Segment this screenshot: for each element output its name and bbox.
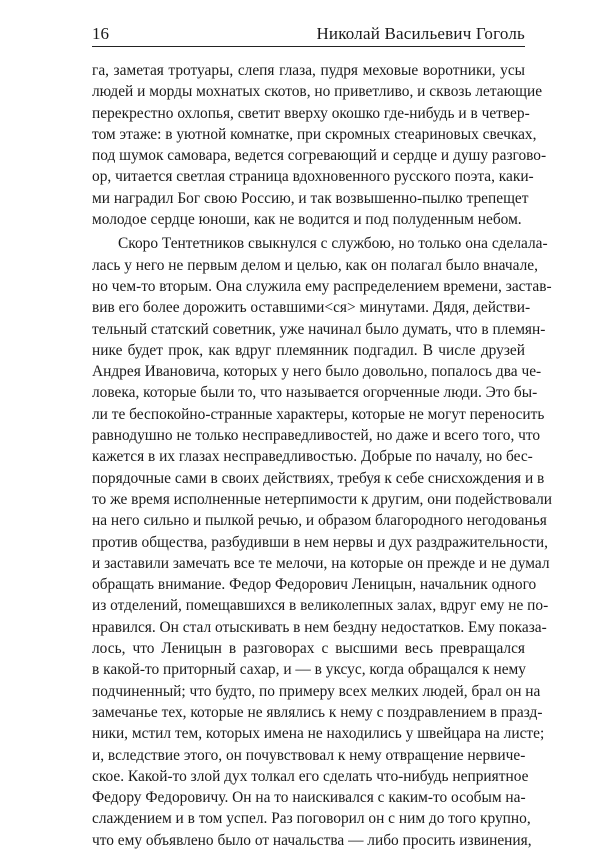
text-line: лась у него не первым делом и целью, как он полагал было вначале, xyxy=(92,256,538,274)
text-line: лось, что Леницын в разговорах с высшими весь превращался xyxy=(92,640,525,658)
text-line: и, вследствие этого, он почувствовал к нему отвращение нервиче- xyxy=(92,746,526,764)
text-line: ловека, которые были то, что называется огорченные люди. Это бы- xyxy=(92,384,538,402)
text-line: тельный статский советник, уже начинал было думать, что в племян- xyxy=(92,320,546,338)
text-line: ники, мстил тем, которых имена не находились у швейцара на листе; xyxy=(92,725,545,743)
running-header xyxy=(92,24,525,47)
text-line: вив его более дорожить оставшими<ся> минутами. Дядя, действи- xyxy=(92,299,531,317)
page-number: 16 xyxy=(92,24,109,43)
text-line: порядочные сами в своих действиях, требуя к себе снисхождения и в xyxy=(92,469,545,487)
text-line: и заставили замечать все те мелочи, на которые он прежде и не думал xyxy=(92,554,550,572)
text-line: ми наградил Бог свою Россию, и так возвышенно-пылко трепещет xyxy=(92,189,529,207)
text-line: в какой-то приторный сахар, и — в уксус, когда обращался к нему xyxy=(92,661,526,679)
text-line: кажется в их глазах несправедливостью. Добрые по началу, но бес- xyxy=(92,448,533,466)
text-line: из отделений, помещавшихся в великолепных залах, вдруг ему не по- xyxy=(92,597,549,615)
paragraph xyxy=(92,60,547,230)
text-line: ор, читается светлая страница вдохновенного русского поэта, каки- xyxy=(92,168,534,186)
text-line: что ему объявлено было от начальства — либо просить извинения, xyxy=(92,831,532,849)
body-text xyxy=(92,60,553,851)
paragraph xyxy=(92,233,553,851)
text-line: ли те беспокойно-странные характеры, которые не могут переносить xyxy=(92,405,545,423)
text-line: молодое сердце юноши, как не водится и под полуденным небом. xyxy=(92,211,522,229)
text-line: ское. Какой-то злой дух толкал его сделать что-нибудь неприятное xyxy=(92,767,529,785)
text-line: людей и морды мохнатых скотов, но приветливо, и сквозь летающие xyxy=(92,83,543,101)
text-line: под шумок самовара, ведется согревающий и сердце и душу разгово- xyxy=(92,147,547,165)
text-line: перекрестно охлопья, светит вверху окошко где-нибудь и в четвер- xyxy=(92,104,530,122)
text-line: том этаже: в уютной комнатке, при скромных стеариновых свечках, xyxy=(92,125,537,143)
text-line: Скоро Тентетников свыкнулся с службою, но только она сделала- xyxy=(118,235,548,253)
text-line: обращать внимание. Федор Федорович Леницын, начальник одного xyxy=(92,576,537,594)
text-line: нравился. Он стал отыскивать в нем бездну недостатков. Ему показа- xyxy=(92,618,547,636)
text-line: Андрея Ивановича, которых у него было довольно, попалось два че- xyxy=(92,363,542,381)
text-line: замечанье тех, которые не являлись к нему с поздравлением в празд- xyxy=(92,703,543,721)
text-line: слаждением и в том успел. Раз поговорил он с ним до того крупно, xyxy=(92,810,531,828)
text-line: подчиненный; что будто, по примеру всех мелких людей, брал он на xyxy=(92,682,541,700)
text-line: но чем-то вторым. Она служила ему распределением времени, застав- xyxy=(92,277,552,295)
text-line: то же время исполненные нетерпимости к другим, они подействовали xyxy=(92,490,553,508)
text-line: га, заметая тротуары, слепя глаза, пудря меховые воротники, усы xyxy=(92,62,525,79)
text-line: нике будет прок, как вдруг племянник подгадил. В числе друзей xyxy=(92,341,525,359)
text-line: равнодушно не только несправедливостей, но даже и всего того, что xyxy=(92,427,541,445)
text-line: на него сильно и пылкой речью, и образом благородного негодованья xyxy=(92,512,547,530)
text-line: Федору Федоровичу. Он на то наискивался с каким-то особым на- xyxy=(92,789,526,807)
running-title: Николай Васильевич Гоголь xyxy=(316,24,525,43)
text-line: против общества, разбудивши в нем нервы и дух раздражительности, xyxy=(92,533,548,551)
